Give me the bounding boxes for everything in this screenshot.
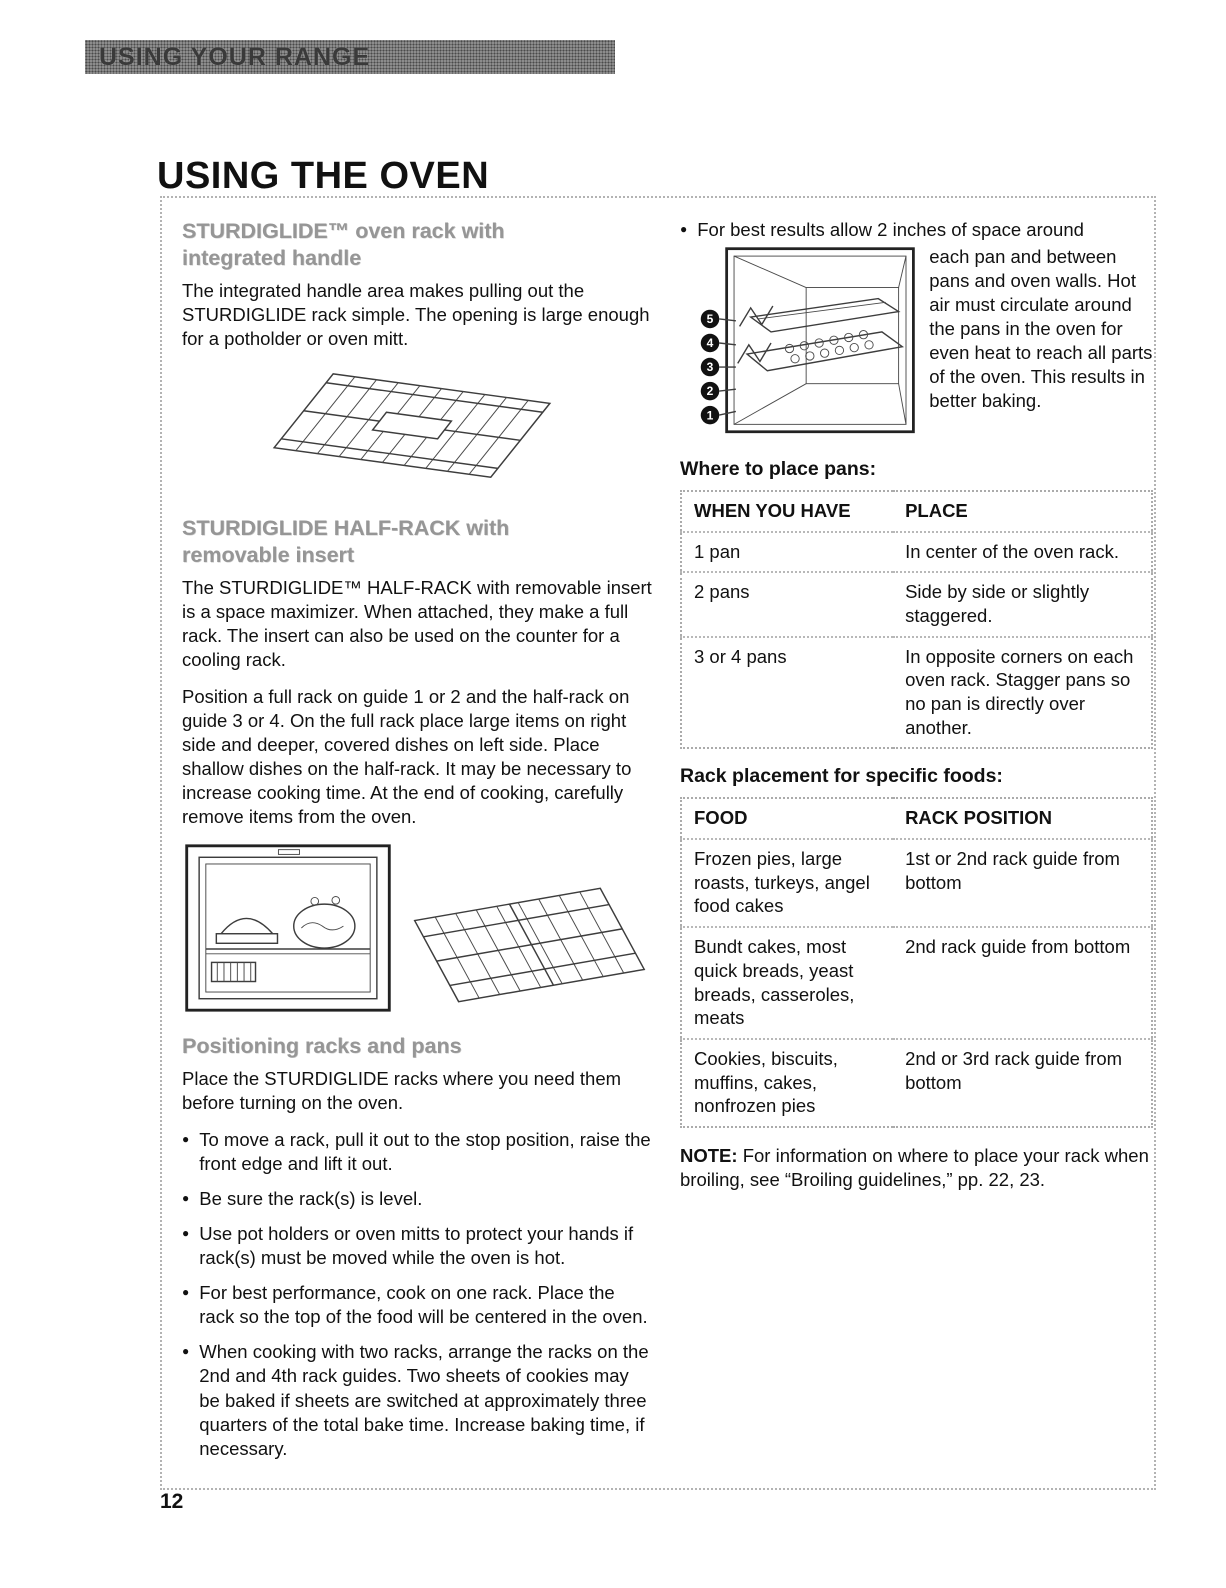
table-cell: 1 pan	[681, 532, 893, 573]
bullet-icon: ●	[182, 1226, 190, 1241]
positioning-intro: Place the STURDIGLIDE racks where you need them before turning on the oven.	[182, 1067, 622, 1114]
table-cell: In center of the oven rack.	[893, 532, 1152, 573]
content-box	[160, 196, 1156, 1490]
table-header-row	[681, 491, 1152, 532]
oven-rack-illustration	[262, 364, 654, 497]
note-label: NOTE:	[680, 1144, 738, 1166]
rack-guide-badge-3	[701, 358, 719, 376]
positioning-bullet-4	[182, 1281, 654, 1329]
table-cell: Side by side or slightly staggered.	[893, 572, 1152, 636]
table-cell: 2 pans	[681, 572, 893, 636]
half-rack-illustration	[400, 876, 654, 1019]
broiling-note	[680, 1144, 1153, 1193]
table-row	[681, 839, 1152, 927]
half-rack-paragraph-2: Position a full rack on guide 1 or 2 and the half-rack on guide 3 or 4. On the full rack place large items on right side and deeper, covered dishes on left side. Place shallow dishes on the half-rack. It may be necessary to increase cooking time. At the end of cooking, carefully remove items from the oven.	[182, 685, 632, 828]
table-row	[681, 1039, 1152, 1127]
table-cell: 2nd or 3rd rack guide from bottom	[905, 1047, 1123, 1093]
table-cell: 1st or 2nd rack guide from bottom	[893, 839, 1152, 927]
bullet-text: When cooking with two racks, arrange the racks on the 2nd and 4th rack guides. Two sheets of cookies may be baked if sheets are switched at approximately three quarters of the total bake time. Increase baking time, if necessary.	[199, 1341, 649, 1459]
section-banner: USING YOUR RANGE	[85, 40, 615, 74]
svg-text:3: 3	[706, 360, 714, 375]
note-text: For information on where to place your rack when broiling, see “Broiling guidelines,” pp. 22, 23.	[680, 1144, 1149, 1191]
bullet-icon: ●	[182, 1344, 190, 1359]
section-heading-sturdiglide-rack: STURDIGLIDE™ oven rack with integrated handle	[182, 219, 505, 270]
table-cell: 3 or 4 pans	[694, 645, 787, 667]
table-header-cell: WHEN YOU HAVE	[681, 491, 893, 532]
half-rack-figures	[182, 842, 654, 1019]
table-cell: Bundt cakes, most quick breads, yeast breads, casseroles, meats	[681, 927, 893, 1039]
space-bullet	[680, 218, 1153, 447]
space-bullet-rest: each pan and between pans and oven walls. Hot air must circulate around the pans in the oven for even heat to reach all parts of the oven. This results in better baking.	[929, 246, 1153, 412]
bullet-text: To move a rack, pull it out to the stop position, raise the front edge and lift it out.	[199, 1129, 651, 1175]
positioning-bullet-1	[182, 1128, 654, 1176]
table-header-cell: FOOD	[681, 798, 893, 839]
bullet-text: Use pot holders or oven mitts to protect your hands if rack(s) must be moved while the oven is hot.	[199, 1223, 634, 1269]
foods-table	[680, 797, 1153, 1127]
section-heading-half-rack: STURDIGLIDE HALF-RACK with removable insert	[182, 515, 510, 567]
table-row	[681, 532, 1152, 573]
table-header-cell: RACK POSITION	[893, 798, 1152, 839]
rack-guide-badge-2	[701, 382, 719, 400]
rack-guide-badge-4	[701, 334, 719, 352]
half-rack-paragraph-1: The STURDIGLIDE™ HALF-RACK with removable insert is a space maximizer. When attached, they make a full rack. The insert can also be used on the counter for a cooling rack.	[182, 576, 652, 670]
table-cell: Frozen pies, large roasts, turkeys, angel food cakes	[681, 839, 893, 927]
rack-guide-badge-5	[701, 310, 719, 328]
pans-table	[680, 490, 1153, 749]
bullet-icon: ●	[182, 1191, 190, 1206]
svg-text:4: 4	[706, 336, 714, 351]
bullet-icon: ●	[182, 1285, 190, 1300]
table-cell: In opposite corners on each oven rack. Stagger pans so no pan is directly over another.	[905, 645, 1134, 738]
bullet-icon: ●	[182, 1132, 190, 1147]
sturdiglide-rack-paragraph: The integrated handle area makes pulling out the STURDIGLIDE rack simple. The opening is large enough for a potholder or oven mitt.	[182, 279, 650, 349]
svg-text:5: 5	[706, 312, 714, 327]
table-row	[681, 927, 1152, 1039]
table-header-row	[681, 798, 1152, 839]
svg-text:1: 1	[706, 408, 714, 423]
left-column	[182, 218, 654, 1472]
positioning-bullet-5	[182, 1340, 654, 1460]
table-cell: 2nd rack guide from bottom	[893, 927, 1152, 1039]
positioning-bullet-2	[182, 1187, 654, 1211]
page-number: 12	[160, 1490, 184, 1513]
bullet-icon: ●	[680, 222, 688, 236]
pans-table-title: Where to place pans:	[680, 458, 877, 481]
bullet-text: For best performance, cook on one rack. Place the rack so the top of the food will be centered in the oven.	[199, 1282, 648, 1328]
table-row	[681, 572, 1152, 636]
rack-guide-badge-1	[701, 406, 719, 424]
section-heading-positioning: Positioning racks and pans	[182, 1034, 462, 1059]
oven-interior-diagram	[697, 245, 919, 447]
space-bullet-line1: For best results allow 2 inches of space around	[697, 219, 1084, 240]
foods-table-title: Rack placement for specific foods:	[680, 765, 1003, 788]
table-row	[681, 637, 1152, 749]
table-cell: Cookies, biscuits, muffins, cakes, nonfrozen pies	[694, 1047, 838, 1117]
page-title: USING THE OVEN	[157, 155, 490, 198]
svg-text:2: 2	[706, 384, 714, 399]
table-header-cell: PLACE	[893, 491, 1152, 532]
oven-with-food-illustration	[182, 842, 394, 1019]
bullet-text: Be sure the rack(s) is level.	[199, 1188, 423, 1210]
positioning-bullet-3	[182, 1222, 654, 1270]
right-column	[680, 218, 1153, 1211]
